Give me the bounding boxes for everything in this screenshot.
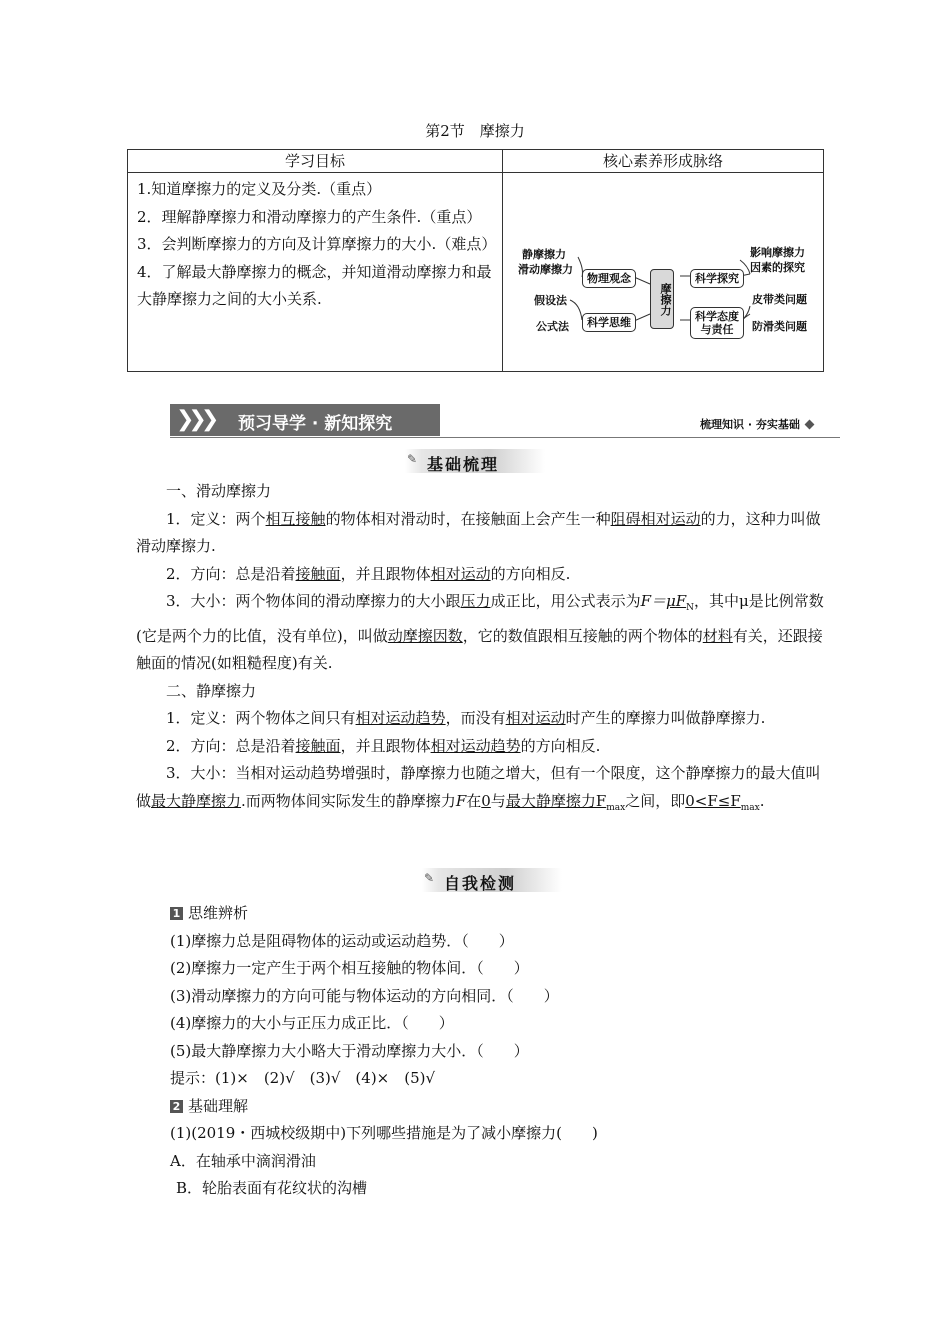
static-magnitude: 3．大小：当相对运动趋势增强时，静摩擦力也随之增大，但有一个限度，这个静摩擦力的最大值叫做最大静摩擦力.而两物体间实际发生的静摩擦力F在0与最大静摩擦力$F_{max}$之间，即$0<F\le F_{max}$.	[136, 764, 821, 813]
table-header-literacy: 核心素养形成脉络	[503, 150, 824, 173]
list-item: (1)摩擦力总是阻碍物体的运动或运动趋势．（ ）	[170, 931, 514, 950]
double-chevron-icon: ❯❯❯	[176, 407, 214, 432]
pencil-icon: ✎	[407, 452, 418, 466]
mindmap-scientific-inquiry: 科学探究	[690, 269, 744, 288]
mindmap-hypothesis-method: 假设法	[534, 294, 567, 307]
list-item: (5)最大静摩擦力大小略大于滑动摩擦力大小．（ ）	[170, 1041, 529, 1060]
mindmap-sliding-friction: 滑动摩擦力	[518, 263, 573, 276]
mindmap-formula-method: 公式法	[536, 320, 569, 333]
selfcheck-content	[170, 900, 830, 1203]
mindmap-center-friction: 摩擦力	[650, 269, 674, 329]
part2-title: 2 基础理解	[170, 1093, 830, 1121]
goal-item: 4．了解最大静摩擦力的概念，并知道滑动摩擦力和最大静摩擦力之间的大小关系.	[137, 262, 492, 308]
number-badge: 1	[170, 907, 183, 920]
banner-divider	[170, 437, 840, 438]
section-title: 第2节 摩擦力	[425, 122, 525, 140]
static-heading: 二、静摩擦力	[166, 681, 257, 700]
mindmap-cell	[503, 173, 824, 372]
goal-item: 2．理解静摩擦力和滑动摩擦力的产生条件.（重点）	[137, 207, 482, 226]
question: (1)(2019・西城校级期中)下列哪些措施是为了减小摩擦力( )	[170, 1124, 598, 1142]
literacy-mindmap	[504, 174, 822, 370]
mindmap-physics-concept: 物理观念	[582, 269, 636, 288]
banner-title: 预习导学 · 新知探究	[238, 414, 393, 434]
sliding-heading: 一、滑动摩擦力	[166, 482, 272, 500]
basics-heading: ✎ 基础梳理	[405, 449, 545, 473]
goals-table	[127, 149, 824, 372]
list-item: (2)摩擦力一定产生于两个相互接触的物体间．（ ）	[170, 959, 529, 977]
option-b: B．轮胎表面有花纹状的沟槽	[176, 1179, 368, 1197]
table-header-goals: 学习目标	[128, 150, 503, 173]
option-a: A．在轴承中滴润滑油	[170, 1151, 316, 1170]
sliding-magnitude: 3．大小：两个物体间的滑动摩擦力的大小跟压力成正比，用公式表示为$F=\mu F_N$，其中μ是比例常数(它是两个力的比值，没有单位)，叫做动摩擦因数，它的数值跟相互接触的两个物体的材料有关，还跟接触面的情况(如粗糙程度)有关.	[136, 592, 824, 672]
preview-banner	[170, 404, 440, 436]
banner-subtitle: 梳理知识 · 夯实基础	[700, 416, 813, 432]
part1-title: 1 思维辨析	[170, 900, 830, 928]
sliding-definition: 1．定义：两个相互接触的物体相对滑动时，在接触面上会产生一种阻碍相对运动的力，这种力叫做滑动摩擦力.	[136, 509, 821, 555]
mindmap-scientific-attitude: 科学态度与责任	[690, 307, 744, 339]
mindmap-antislip-problems: 防滑类问题	[752, 320, 807, 333]
list-item: (4)摩擦力的大小与正压力成正比．（ ）	[170, 1014, 454, 1032]
mindmap-factor-inquiry: 因素的探究	[750, 261, 805, 274]
goal-item: 3．会判断摩擦力的方向及计算摩擦力的大小.（难点）	[137, 235, 497, 253]
static-definition: 1．定义：两个物体之间只有相对运动趋势，而没有相对运动时产生的摩擦力叫做静摩擦力.	[166, 709, 766, 727]
mindmap-influence-factors: 影响摩擦力	[750, 246, 805, 259]
mindmap-scientific-thinking: 科学思维	[582, 313, 636, 332]
goal-item: 1.知道摩擦力的定义及分类.（重点）	[137, 180, 382, 198]
number-badge: 2	[170, 1100, 183, 1113]
sliding-direction: 2．方向：总是沿着接触面，并且跟物体相对运动的方向相反.	[166, 564, 571, 583]
mindmap-static-friction: 静摩擦力	[522, 248, 566, 261]
diamond-icon	[804, 420, 814, 430]
goals-cell	[128, 173, 503, 372]
list-item: (3)滑动摩擦力的方向可能与物体运动的方向相同．（ ）	[170, 986, 559, 1005]
selfcheck-heading: ✎ 自我检测	[422, 868, 562, 892]
basics-content	[136, 478, 824, 822]
static-direction: 2．方向：总是沿着接触面，并且跟物体相对运动趋势的方向相反.	[166, 736, 601, 755]
pencil-icon: ✎	[424, 871, 435, 885]
answer-hint: 提示：(1)× (2)√ (3)√ (4)× (5)√	[170, 1069, 436, 1087]
mindmap-belt-problems: 皮带类问题	[752, 293, 807, 306]
